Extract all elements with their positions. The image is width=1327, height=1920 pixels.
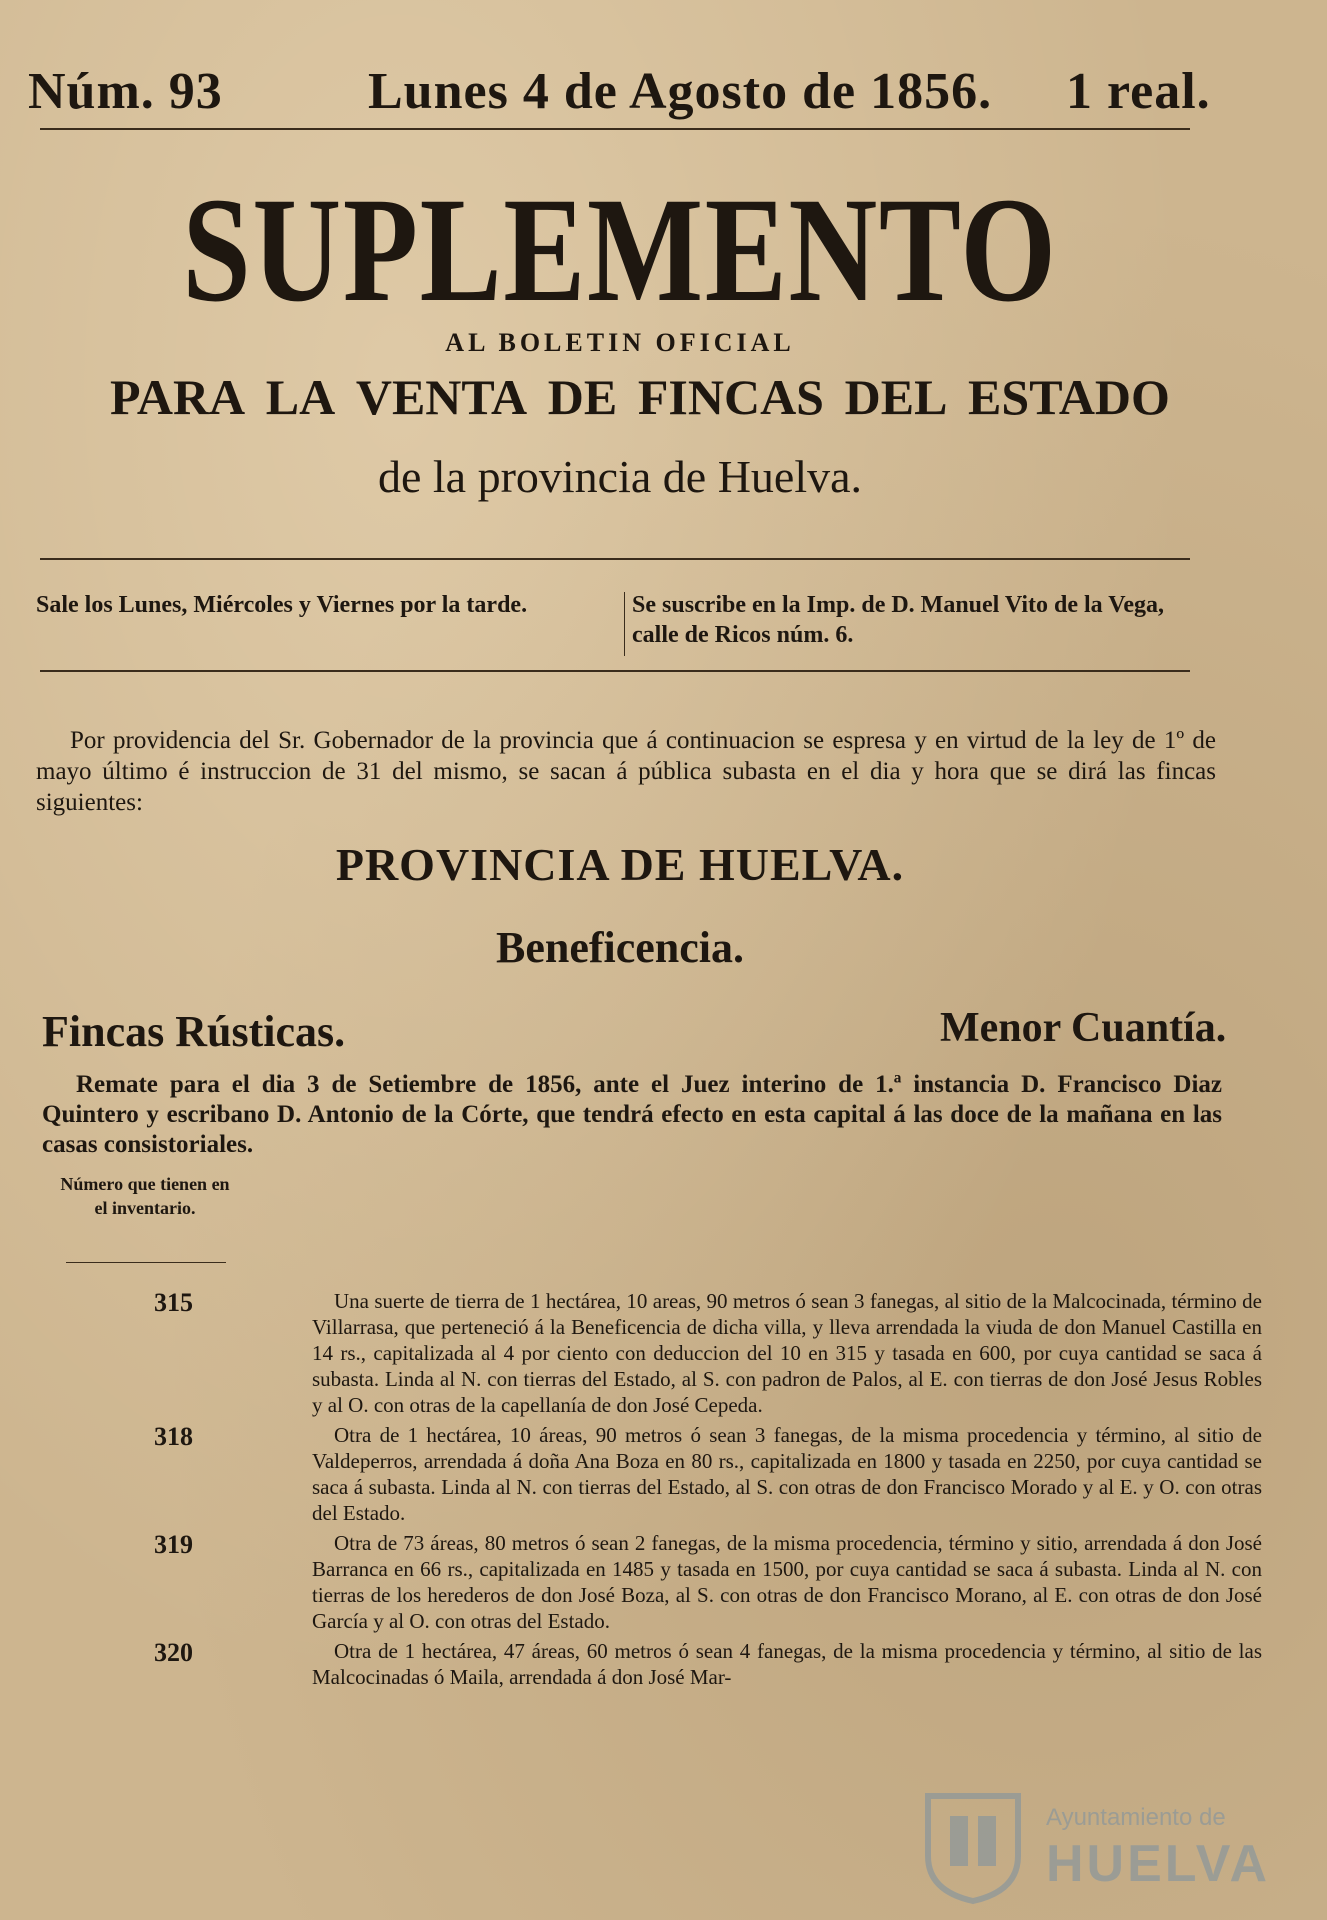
city-shield-icon <box>918 1786 1028 1906</box>
auction-notice: Remate para el dia 3 de Setiembre de 1856, ante el Juez interino de 1.ª instancia D. Francisco Diaz Quintero y escribano D. Antonio de la Córte, que tendrá efecto en esta capital á las doce de la mañana en las casas consistoriales. <box>42 1071 1222 1158</box>
property-description: Otra de 73 áreas, 80 metros ó sean 2 fanegas, de la misma procedencia, término y sitio, arrendada á don José Barranca en 66 rs., capitalizada en 1485 y tasada en 1500, por cuya cantidad se saca á subasta. Linda al N. con tierras de los herederos de don José Boza, al S. con otras de don Francisco Morano, al E. con otras de don José García y al O. con otras del Estado. <box>312 1531 1262 1633</box>
property-description: Otra de 1 hectárea, 10 áreas, 90 metros ó sean 3 fanegas, de la misma procedencia y término, al sitio de Valdeperros, arrendada á doña Ana Boza en 80 rs., capitalizada en 1800 y tasada en 2250, por cuya cantidad se saca á subasta. Linda al N. con tierras del Estado, al S. con otras de don Francisco Morado y al E. y O. con otras del Estado. <box>312 1423 1262 1525</box>
inventory-number: 318 <box>154 1422 193 1451</box>
column-divider <box>624 592 625 656</box>
subtitle-word: VENTA <box>355 369 528 425</box>
list-item <box>36 1638 1262 1690</box>
issue-date: Lunes 4 de Agosto de 1856. <box>368 63 993 120</box>
watermark-title: HUELVA <box>1046 1835 1271 1893</box>
subtitle-word: DE <box>547 369 618 425</box>
category-heading-left: Fincas Rústicas. <box>42 1007 346 1056</box>
subtitle-word: LA <box>265 369 336 425</box>
issue-price: 1 real. <box>1066 63 1211 120</box>
inventory-number: 320 <box>154 1638 193 1667</box>
subtitle-word: PARA <box>110 369 246 425</box>
inventory-number-header: Número que tienen en el inventario. <box>60 1174 230 1218</box>
property-list <box>36 1288 1262 1694</box>
list-item <box>36 1288 1262 1418</box>
property-description: Una suerte de tierra de 1 hectárea, 10 areas, 90 metros ó sean 3 fanegas, al sitio de la Malcocinada, término de Villarrasa, que perteneció á la Beneficencia de dicha villa, y lleva arrendada la viuda de don Manuel Castilla en 14 rs., capitalizada al 4 por ciento con deduccion del 10 en 315 y tasada en 600, por cuya cantidad se saca á subasta. Linda al N. con tierras del Estado, al S. con padron de Palos, al E. con tierras de don José Jesus Robles y al O. con otras de la capellanía de don José Cepeda. <box>312 1289 1262 1417</box>
subscription-info: Se suscribe en la Imp. de D. Manuel Vito de la Vega, calle de Ricos núm. 6. <box>632 592 1165 648</box>
subtitle-provincia: de la provincia de Huelva. <box>377 451 863 502</box>
intro-paragraph: Por providencia del Sr. Gobernador de la provincia que á continuacion se espresa y en virtud de la ley de 1º de mayo último é instruccion de 31 del mismo, se sacan á pública subasta en el dia y hora que se dirá las fincas siguientes: <box>36 727 1216 816</box>
masthead-line <box>28 62 1211 122</box>
subtitle-word: DEL <box>844 369 948 425</box>
issue-number: Núm. 93 <box>28 63 223 120</box>
list-item <box>36 1530 1262 1634</box>
subtitle-venta <box>110 369 1170 425</box>
property-description: Otra de 1 hectárea, 47 áreas, 60 metros ó sean 4 fanegas, de la misma procedencia y término, al sitio de las Malcocinadas ó Maila, arrendada á don José Mar- <box>312 1639 1262 1689</box>
subtitle-boletin: AL BOLETIN OFICIAL <box>445 328 795 357</box>
category-heading-right: Menor Cuantía. <box>940 1005 1227 1051</box>
subtitle-word: FINCAS <box>637 369 824 425</box>
inventory-number: 315 <box>154 1288 193 1317</box>
inventory-number: 319 <box>154 1530 193 1559</box>
publication-schedule: Sale los Lunes, Miércoles y Viernes por la tarde. <box>36 592 528 618</box>
divider-rule <box>40 670 1190 672</box>
list-item <box>36 1422 1262 1526</box>
page-title: SUPLEMENTO <box>182 167 1058 333</box>
section-heading: Beneficencia. <box>495 923 745 972</box>
subtitle-word: ESTADO <box>968 369 1170 425</box>
divider-rule <box>40 558 1190 560</box>
archive-watermark <box>918 1786 1318 1906</box>
watermark-caption: Ayuntamiento de <box>1046 1804 1226 1831</box>
divider-rule <box>40 128 1190 130</box>
province-heading: PROVINCIA DE HUELVA. <box>335 839 905 890</box>
header-rule <box>66 1262 226 1263</box>
